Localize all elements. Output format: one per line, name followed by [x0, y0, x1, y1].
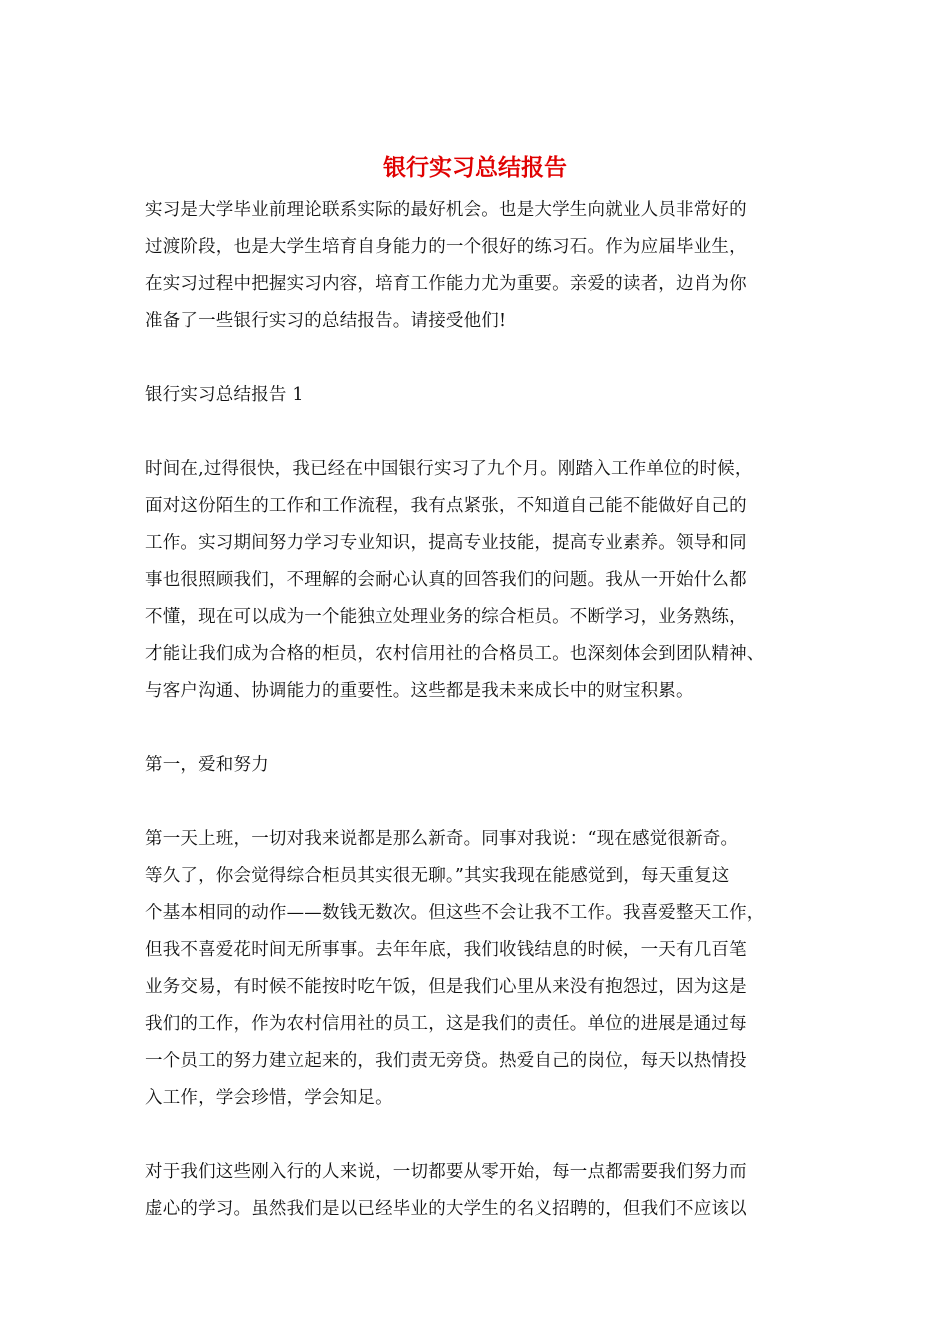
paragraph-intro: [145, 192, 815, 340]
paragraph-experience: [145, 451, 815, 710]
section-heading-report-1: [145, 377, 815, 414]
text-line: 业务交易，有时候不能按时吃午饭，但是我们心里从来没有抱怨过，因为这是: [145, 977, 747, 997]
text-line: 但我不喜爱花时间无所事事。去年年底，我们收钱结息的时候，一天有几百笔: [145, 940, 747, 960]
paragraph-first-day: [145, 821, 815, 1117]
text-line: 与客户沟通、协调能力的重要性。这些都是我未来成长中的财宝积累。: [145, 681, 694, 701]
text-line: 在实习过程中把握实习内容，培育工作能力尤为重要。亲爱的读者，边肖为你: [145, 274, 747, 294]
text-line: 不懂，现在可以成为一个能独立处理业务的综合柜员。不断学习，业务熟练，: [145, 607, 747, 627]
text-line: 第一天上班，一切对我来说都是那么新奇。同事对我说：“现在感觉很新奇。: [145, 829, 739, 849]
text-line: 实习是大学毕业前理论联系实际的最好机会。也是大学生向就业人员非常好的: [145, 200, 747, 220]
document-body: [145, 192, 815, 1265]
text-line: 才能让我们成为合格的柜员，农村信用社的合格员工。也深刻体会到团队精神、: [145, 644, 765, 664]
text-line: 工作。实习期间努力学习专业知识，提高专业技能，提高专业素养。领导和同: [145, 533, 747, 553]
section-heading-love-and-effort: [145, 747, 815, 784]
text-line: 等久了，你会觉得综合柜员其实很无聊。”其实我现在能感觉到，每天重复这: [145, 866, 730, 886]
text-line: 第一，爱和努力: [145, 755, 269, 775]
text-line: 准备了一些银行实习的总结报告。请接受他们!: [145, 311, 507, 331]
text-line: 我们的工作，作为农村信用社的员工，这是我们的责任。单位的进展是通过每: [145, 1014, 747, 1034]
text-line: 对于我们这些刚入行的人来说，一切都要从零开始，每一点都需要我们努力而: [145, 1162, 747, 1182]
text-line: 虚心的学习。虽然我们是以已经毕业的大学生的名义招聘的，但我们不应该以: [145, 1199, 747, 1219]
text-line: 一个员工的努力建立起来的，我们责无旁贷。热爱自己的岗位，每天以热情投: [145, 1051, 747, 1071]
paragraph-newcomers: [145, 1154, 815, 1228]
text-line: 时间在,过得很快，我已经在中国银行实习了九个月。刚踏入工作单位的时候，: [145, 459, 753, 479]
text-line: 银行实习总结报告 1: [145, 385, 304, 405]
text-line: 事也很照顾我们，不理解的会耐心认真的回答我们的问题。我从一开始什么都: [145, 570, 747, 590]
text-line: 过渡阶段，也是大学生培育自身能力的一个很好的练习石。作为应届毕业生，: [145, 237, 747, 257]
text-line: 面对这份陌生的工作和工作流程，我有点紧张，不知道自己能不能做好自己的: [145, 496, 747, 516]
document-title: 银行实习总结报告: [383, 154, 567, 181]
text-line: 入工作，学会珍惜，学会知足。: [145, 1088, 393, 1108]
text-line: 个基本相同的动作——数钱无数次。但这些不会让我不工作。我喜爱整天工作，: [145, 903, 765, 923]
